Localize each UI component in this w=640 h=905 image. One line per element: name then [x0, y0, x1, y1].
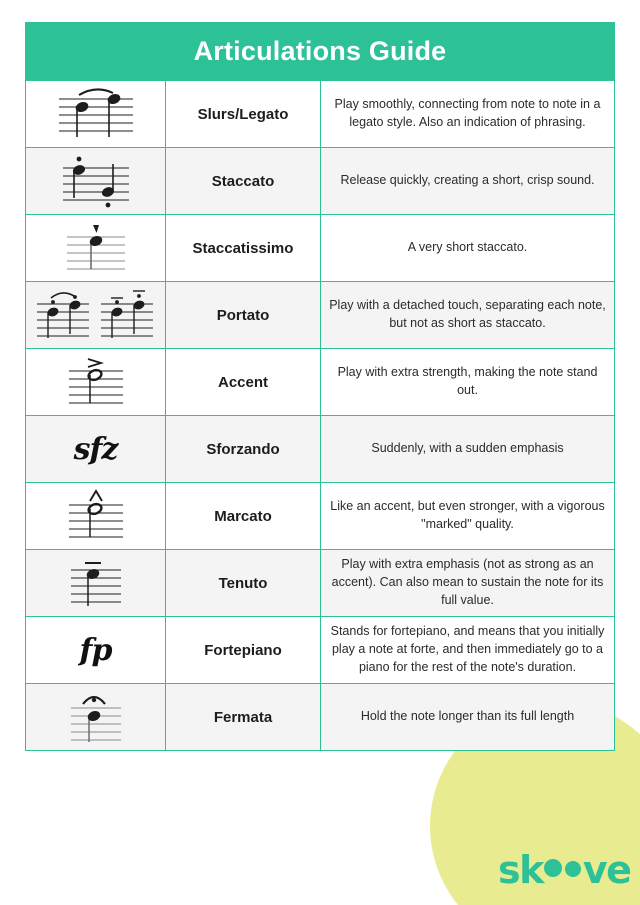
symbol-cell — [26, 684, 166, 751]
table-row — [26, 148, 615, 215]
articulation-name: Portato — [166, 282, 321, 349]
table-row — [26, 483, 615, 550]
articulation-description: Play smoothly, connecting from note to note in a legato style. Also an indication of phrasing. — [321, 81, 615, 148]
staff-accent-mark-icon — [32, 353, 159, 411]
staff-portato-pair-icon — [32, 286, 159, 344]
articulation-name: Marcato — [166, 483, 321, 550]
staff-marcato-mark-icon — [32, 487, 159, 545]
table-row — [26, 349, 615, 416]
symbol-cell — [26, 349, 166, 416]
articulation-description: Like an accent, but even stronger, with a vigorous "marked" quality. — [321, 483, 615, 550]
articulation-name: Staccato — [166, 148, 321, 215]
sfz-glyph-text: sfz — [73, 431, 118, 467]
articulation-name: Fortepiano — [166, 617, 321, 684]
symbol-cell — [26, 483, 166, 550]
articulations-table — [25, 80, 615, 751]
table-body — [26, 81, 615, 751]
logo-dot-second-icon — [565, 861, 581, 877]
table-row — [26, 215, 615, 282]
symbol-cell — [26, 617, 166, 684]
articulation-name: Sforzando — [166, 416, 321, 483]
articulations-table-container — [25, 22, 615, 751]
articulation-description: A very short staccato. — [321, 215, 615, 282]
logo-text-prefix: sk — [498, 848, 543, 892]
symbol-cell — [26, 550, 166, 617]
articulation-description: Release quickly, creating a short, crisp sound. — [321, 148, 615, 215]
dynamic-sfz-glyph-icon — [32, 420, 159, 478]
table-row — [26, 81, 615, 148]
table-row — [26, 684, 615, 751]
symbol-cell — [26, 282, 166, 349]
articulation-name: Accent — [166, 349, 321, 416]
articulation-description: Hold the note longer than its full length — [321, 684, 615, 751]
table-row — [26, 550, 615, 617]
staff-staccato-dots-icon — [32, 152, 159, 210]
logo-oo-dots — [544, 859, 581, 877]
articulation-description: Play with extra strength, making the note stand out. — [321, 349, 615, 416]
skoove-logo[interactable] — [498, 848, 631, 892]
symbol-cell — [26, 416, 166, 483]
symbol-cell — [26, 148, 166, 215]
page-header-banner — [25, 22, 615, 80]
table-row — [26, 282, 615, 349]
staff-staccatissimo-wedge-icon — [32, 219, 159, 277]
dynamic-fp-glyph-icon — [32, 621, 159, 679]
symbol-cell — [26, 81, 166, 148]
table-row — [26, 617, 615, 684]
articulation-description: Suddenly, with a sudden emphasis — [321, 416, 615, 483]
page-title: Articulations Guide — [193, 35, 447, 66]
articulation-name: Slurs/Legato — [166, 81, 321, 148]
table-row — [26, 416, 615, 483]
staff-tenuto-line-icon — [32, 554, 159, 612]
articulation-description: Stands for fortepiano, and means that you initially play a note at forte, and then immediately go to a piano for the rest of the note's duration. — [321, 617, 615, 684]
logo-dot-first-icon — [544, 859, 562, 877]
staff-slur-two-notes-icon — [32, 85, 159, 143]
articulation-description: Play with a detached touch, separating each note, but not as short as staccato. — [321, 282, 615, 349]
articulation-name: Tenuto — [166, 550, 321, 617]
symbol-cell — [26, 215, 166, 282]
articulation-name: Fermata — [166, 684, 321, 751]
fp-glyph-text: fp — [79, 632, 112, 668]
articulation-name: Staccatissimo — [166, 215, 321, 282]
logo-text-suffix: ve — [582, 848, 631, 892]
articulation-description: Play with extra emphasis (not as strong as an accent). Can also mean to sustain the note for its full value. — [321, 550, 615, 617]
staff-fermata-arc-icon — [32, 688, 159, 746]
